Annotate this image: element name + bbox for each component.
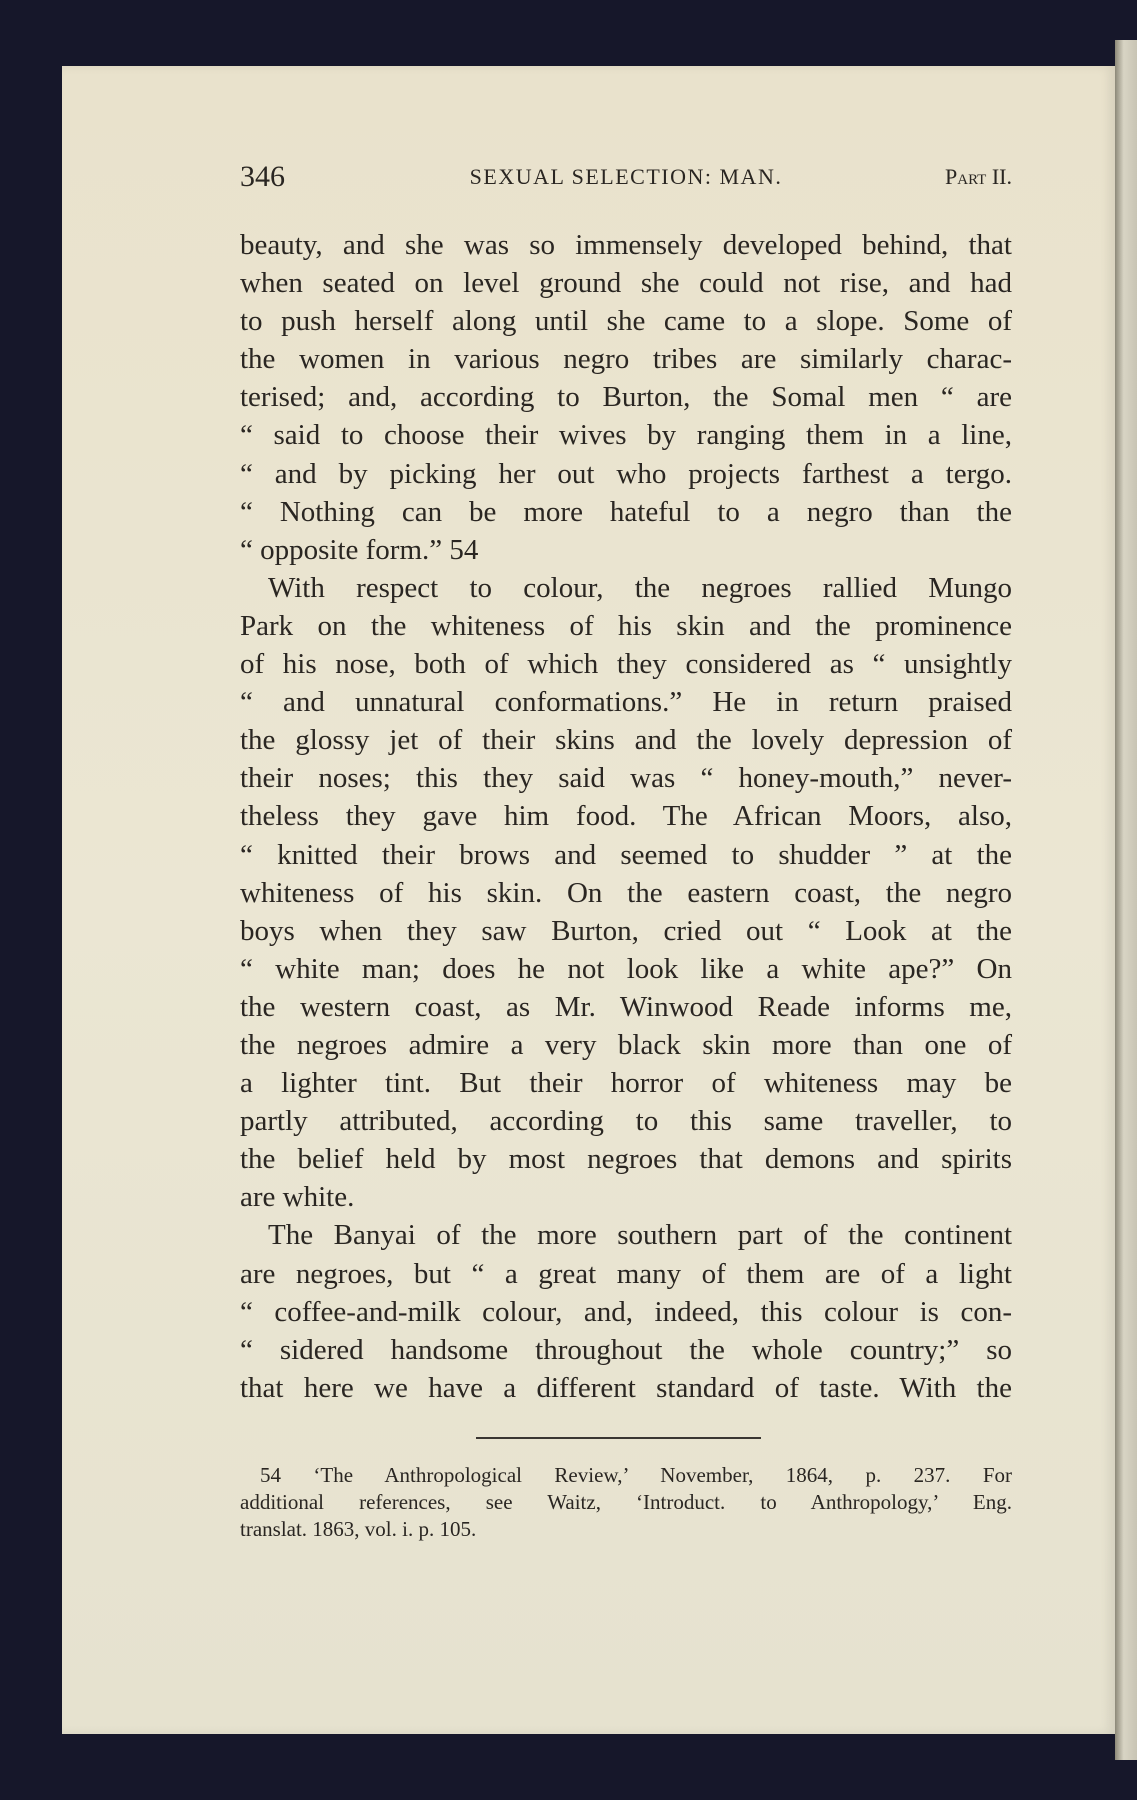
text-line: boys when they saw Burton, cried out “ Look at the (240, 914, 1012, 947)
text-line: “ said to choose their wives by ranging them in a line, (240, 419, 1012, 452)
text-line: “ opposite form.” 54 (240, 533, 479, 566)
running-header (240, 160, 1012, 196)
text-line: their noses; this they said was “ honey-mouth,” never- (240, 762, 1012, 795)
text-line: “ and unnatural conformations.” He in return praised (240, 686, 1012, 719)
text-line: “ white man; does he not look like a white ape?” On (240, 952, 1012, 985)
footnote-rule (476, 1437, 761, 1439)
text-line: With respect to colour, the negroes rallied Mungo (268, 571, 1012, 604)
running-title: SEXUAL SELECTION: MAN. (469, 164, 783, 189)
part-label: Part II. (945, 164, 1012, 189)
footnote-line: 54 ‘The Anthropological Review,’ November, 1864, p. 237. For (260, 1463, 1012, 1487)
text-line: the negroes admire a very black skin more than one of (240, 1028, 1012, 1061)
text-line: are white. (240, 1181, 355, 1214)
text-line: Park on the whiteness of his skin and the prominence (240, 609, 1012, 642)
text-line: The Banyai of the more southern part of the continent (268, 1219, 1012, 1252)
adjacent-page-edge (1115, 40, 1137, 1760)
text-line: “ knitted their brows and seemed to shudder ” at the (240, 838, 1012, 871)
text-line: “ coffee-and-milk colour, and, indeed, this colour is con- (240, 1295, 1012, 1328)
text-line: whiteness of his skin. On the eastern coast, the negro (240, 876, 1012, 909)
footnote-line: additional references, see Waitz, ‘Introduct. to Anthropology,’ Eng. (240, 1490, 1012, 1514)
text-line: the belief held by most negroes that demons and spirits (240, 1143, 1012, 1176)
footnotes (240, 1462, 1012, 1543)
text-line: the glossy jet of their skins and the lovely depression of (240, 724, 1012, 757)
text-line: “ and by picking her out who projects farthest a tergo. (240, 457, 1012, 490)
text-line: a lighter tint. But their horror of whiteness may be (240, 1067, 1012, 1100)
text-line: partly attributed, according to this same traveller, to (240, 1105, 1012, 1138)
footnote-line: translat. 1863, vol. i. p. 105. (240, 1517, 477, 1541)
text-line: are negroes, but “ a great many of them are of a light (240, 1257, 1012, 1290)
text-line: of his nose, both of which they considered as “ unsightly (240, 648, 1012, 681)
text-line: the western coast, as Mr. Winwood Reade informs me, (240, 990, 1012, 1023)
text-line: that here we have a different standard of taste. With the (240, 1371, 1012, 1404)
text-line: “ Nothing can be more hateful to a negro than the (240, 495, 1012, 528)
page-number: 346 (240, 160, 285, 193)
text-line: the women in various negro tribes are similarly charac- (240, 343, 1012, 376)
text-line: beauty, and she was so immensely developed behind, that (240, 229, 1012, 261)
body-text (240, 226, 1012, 1407)
text-line: to push herself along until she came to a slope. Some of (240, 305, 1012, 338)
text-line: theless they gave him food. The African Moors, also, (240, 800, 1012, 833)
text-line: when seated on level ground she could not rise, and had (240, 267, 1012, 300)
text-line: terised; and, according to Burton, the Somal men “ are (240, 381, 1012, 414)
text-line: “ sidered handsome throughout the whole country;” so (240, 1333, 1012, 1366)
